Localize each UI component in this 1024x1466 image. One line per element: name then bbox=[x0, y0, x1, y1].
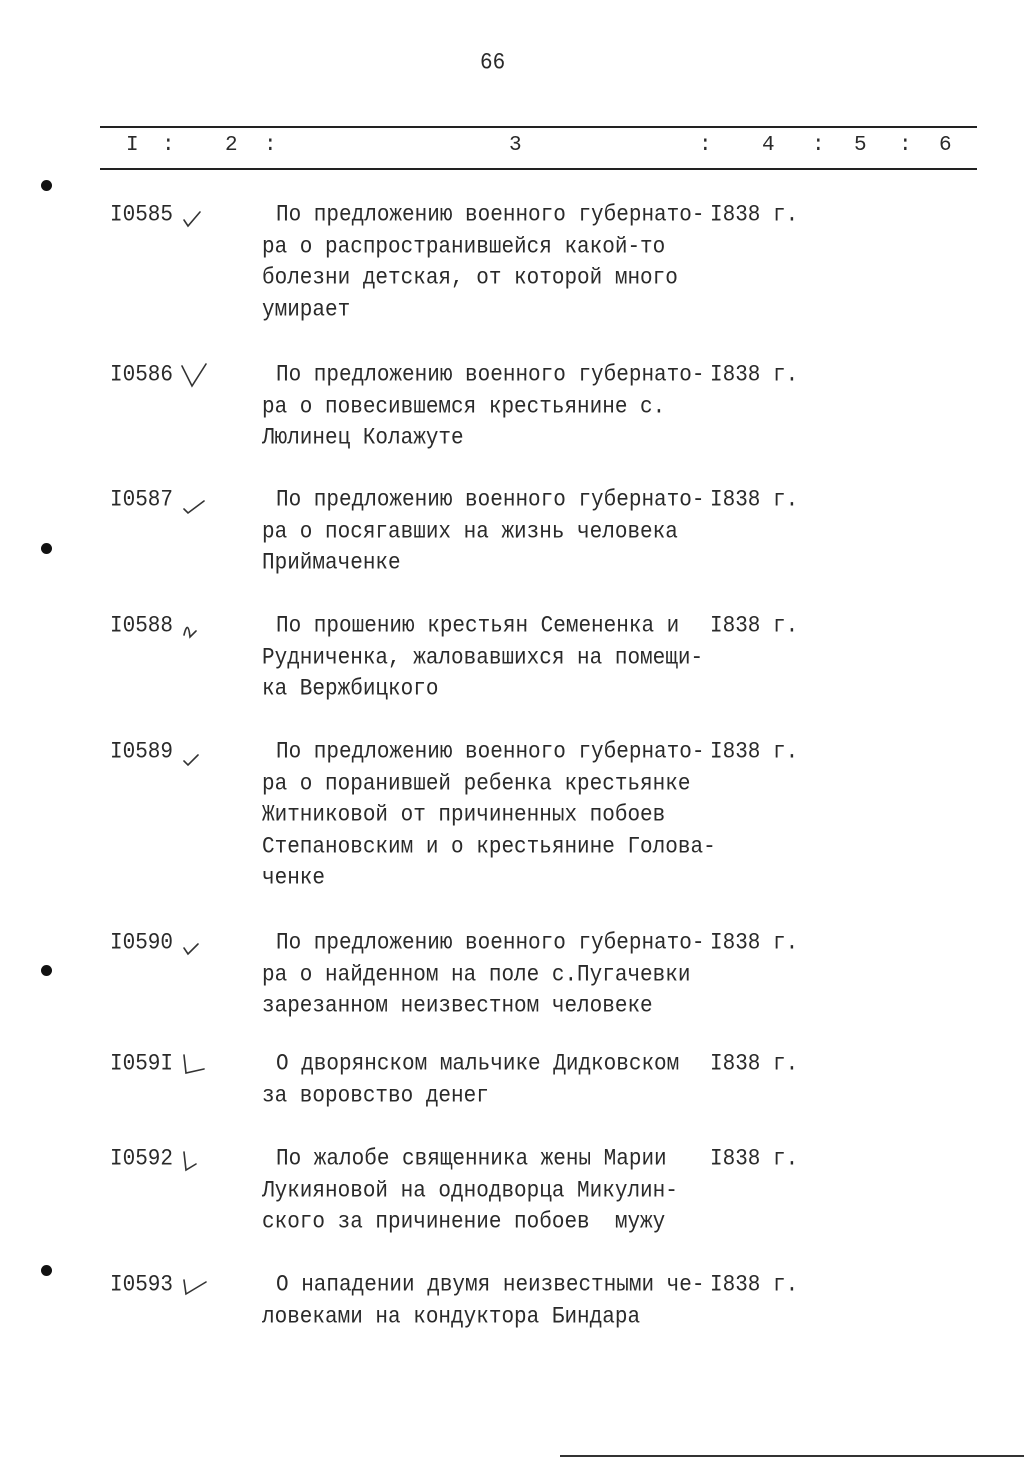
binding-hole-mark bbox=[41, 543, 52, 554]
record-number: I0585 bbox=[110, 202, 174, 229]
header-top-rule bbox=[100, 126, 977, 128]
record-title-line: По предложению военного губернато- bbox=[276, 930, 705, 957]
checkmark-icon bbox=[178, 1270, 226, 1300]
record-title-line: умирает bbox=[262, 296, 351, 323]
record-title-line: ра о найденном на поле с.Пугачевки bbox=[262, 961, 691, 988]
header-col-3: 3 bbox=[509, 134, 522, 157]
record-title-line: По предложению военного губернато- bbox=[276, 487, 705, 514]
checkmark-icon bbox=[178, 1049, 226, 1079]
checkmark-icon bbox=[178, 485, 226, 515]
record-title-line: По предложению военного губернато- bbox=[276, 362, 705, 389]
record-title-line: зарезанном неизвестном человеке bbox=[262, 993, 653, 1020]
record-title-line: О дворянском мальчике Дидковском bbox=[276, 1051, 680, 1078]
record-year: I838 г. bbox=[710, 362, 799, 389]
record-title-line: По предложению военного губернато- bbox=[276, 202, 705, 229]
record-title-line: О нападении двумя неизвестными че- bbox=[276, 1272, 705, 1299]
record-number: I0586 bbox=[110, 362, 174, 389]
record-year: I838 г. bbox=[710, 613, 799, 640]
record-title-line: Лукияновой на однодворца Микулин- bbox=[262, 1177, 678, 1204]
record-year: I838 г. bbox=[710, 202, 799, 229]
page-number: 66 bbox=[480, 50, 506, 77]
header-sep: : bbox=[812, 134, 825, 157]
header-col-6: 6 bbox=[939, 134, 952, 157]
record-title-line: По прошению крестьян Семененка и bbox=[276, 613, 680, 640]
record-title-line: Степановским и о крестьянине Голова- bbox=[262, 833, 716, 860]
record-title-line: ра о поранившей ребенка крестьянке bbox=[262, 770, 691, 797]
record-title-line: болезни детская, от которой много bbox=[262, 265, 678, 292]
record-year: I838 г. bbox=[710, 739, 799, 766]
binding-hole-mark bbox=[41, 965, 52, 976]
binding-hole-mark bbox=[41, 180, 52, 191]
record-title-line: Приймаченке bbox=[262, 550, 401, 577]
record-title-line: ра о повесившемся крестьянине с. bbox=[262, 393, 666, 420]
record-title-line: ра о посягавших на жизнь человека bbox=[262, 518, 678, 545]
header-bottom-rule bbox=[100, 168, 977, 170]
checkmark-icon bbox=[178, 200, 226, 230]
header-sep: : bbox=[899, 134, 912, 157]
record-title-line: ского за причинение побоев мужу bbox=[262, 1209, 666, 1236]
record-number: I059I bbox=[110, 1051, 174, 1078]
record-number: I0588 bbox=[110, 613, 174, 640]
header-sep: : bbox=[162, 134, 175, 157]
checkmark-icon bbox=[178, 928, 226, 958]
header-col-1: I bbox=[126, 134, 139, 157]
checkmark-icon bbox=[178, 737, 226, 767]
record-number: I0590 bbox=[110, 930, 174, 957]
header-col-4: 4 bbox=[762, 134, 775, 157]
record-year: I838 г. bbox=[710, 1146, 799, 1173]
record-year: I838 г. bbox=[710, 487, 799, 514]
record-title-line: ченке bbox=[262, 865, 326, 892]
page-edge-line bbox=[560, 1455, 1024, 1457]
header-col-2: 2 bbox=[225, 134, 238, 157]
record-title-line: Житниковой от причиненных побоев bbox=[262, 802, 666, 829]
record-year: I838 г. bbox=[710, 930, 799, 957]
record-title-line: за воровство денег bbox=[262, 1082, 489, 1109]
record-year: I838 г. bbox=[710, 1051, 799, 1078]
header-sep: : bbox=[699, 134, 712, 157]
record-number: I0593 bbox=[110, 1272, 174, 1299]
record-number: I0592 bbox=[110, 1146, 174, 1173]
record-title-line: Рудниченка, жаловавшихся на помещи- bbox=[262, 644, 704, 671]
record-year: I838 г. bbox=[710, 1272, 799, 1299]
record-number: I0587 bbox=[110, 487, 174, 514]
record-title-line: ловеками на кондуктора Биндара bbox=[262, 1303, 641, 1330]
record-title-line: По предложению военного губернато- bbox=[276, 739, 705, 766]
header-col-5: 5 bbox=[854, 134, 867, 157]
record-title-line: ка Вержбицкого bbox=[262, 676, 439, 703]
binding-hole-mark bbox=[41, 1265, 52, 1276]
record-number: I0589 bbox=[110, 739, 174, 766]
record-title-line: ра о распространившейся какой-то bbox=[262, 233, 666, 260]
checkmark-icon bbox=[178, 360, 226, 390]
record-title-line: По жалобе священника жены Марии bbox=[276, 1146, 667, 1173]
header-sep: : bbox=[264, 134, 277, 157]
record-title-line: Люлинец Колажуте bbox=[262, 425, 464, 452]
checkmark-icon bbox=[178, 1144, 226, 1174]
checkmark-icon bbox=[178, 611, 226, 641]
